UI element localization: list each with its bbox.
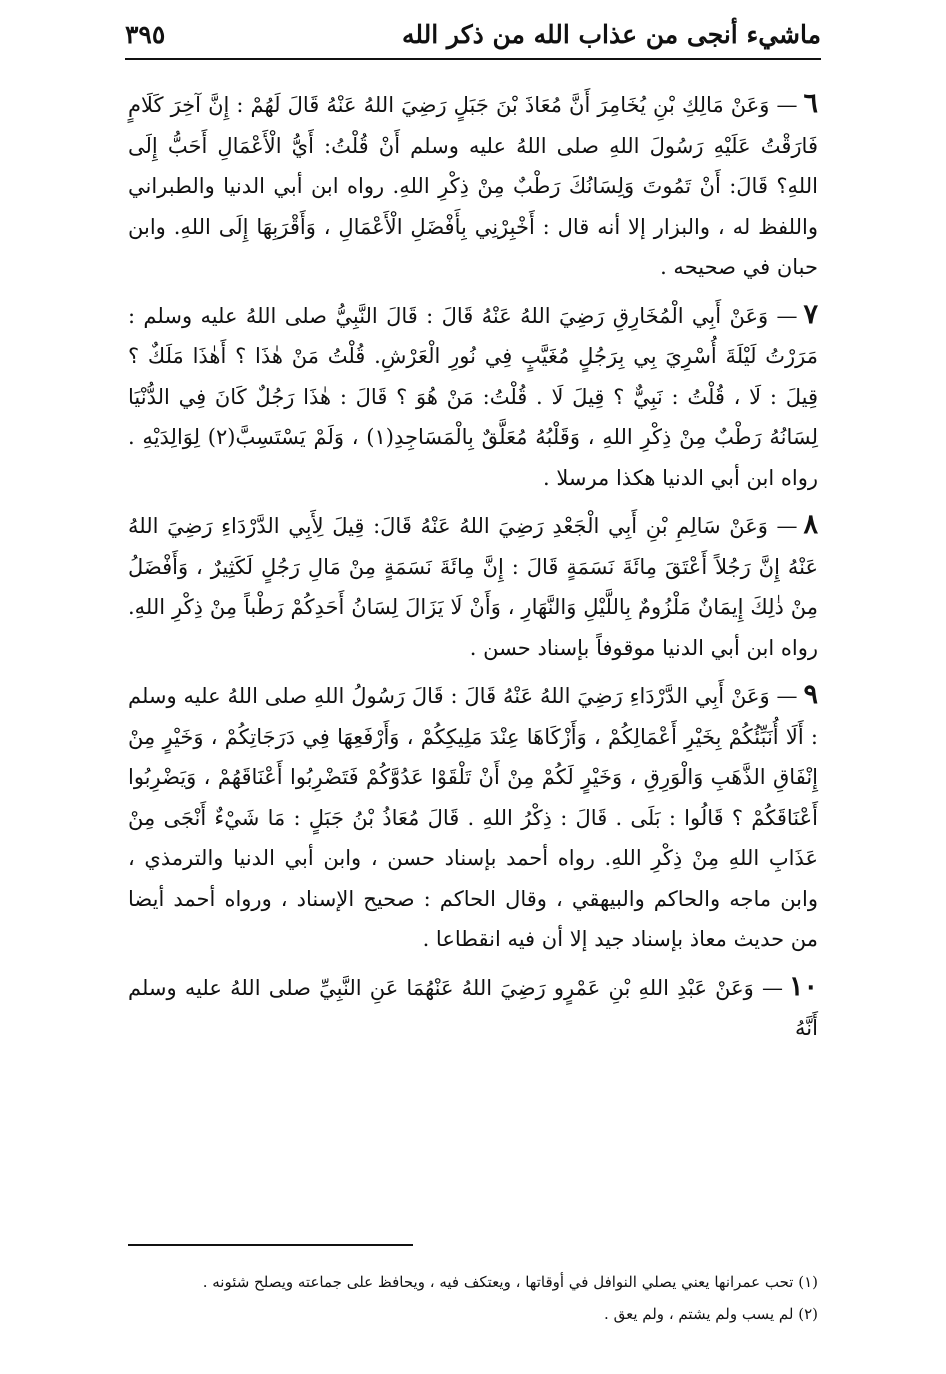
footnote-1 [128,1266,818,1298]
footnote-text: تحب عمرانها يعني يصلي النوافل في أوقاتها ، ويعتكف فيه ، ويحافظ على جماعته ويصلح شئونه . [202,1273,794,1291]
main-text [128,84,818,1056]
hadith-paragraph-6 [128,84,818,288]
hadith-text: — وَعَنْ سَالِمِ بْنِ أَبِي الْجَعْدِ رَضِيَ اللهُ عَنْهُ قَالَ: قِيلَ لِأَبِي الدَّرْدَاءِ رَضِيَ اللهُ عَنْهُ إِنَّ رَجُلاً أَعْتَقَ مِائَةَ نَسَمَةٍ قَالَ : إِنَّ مِائَةَ نَسَمَةٍ مِنْ مَالِ رَجُلٍ لَكَثِيرٌ ، وَأَفْضَلُ مِنْ ذٰلِكَ إِيمَانٌ مَلْزُومٌ بِاللَّيْلِ وَالنَّهَارِ ، وَأَنْ لَا يَزَالَ لِسَانُ أَحَدِكُمْ رَطْباً مِنْ ذِكْرِ اللهِ. رواه ابن أبي الدنيا موقوفاً بإسناد حسن . [128,514,818,660]
hadith-number: ١٠ [788,970,818,1002]
running-header [125,10,821,60]
footnote-marker: (٢) [798,1305,818,1323]
hadith-number: ٧ [803,298,818,330]
hadith-text: — وَعَنْ أَبِي الدَّرْدَاءِ رَضِيَ اللهُ عَنْهُ قَالَ : قَالَ رَسُولُ اللهِ صلى اللهُ عليه وسلم : أَلَا أُنَبِّئُكُمْ بِخَيْرِ أَعْمَالِكُمْ ، وَأَزْكَاهَا عِنْدَ مَلِيكِكُمْ ، وَأَرْفَعِهَا فِي دَرَجَاتِكُمْ ، وَخَيْرٍ مِنْ إِنْفَاقِ الذَّهَبِ وَالْوَرِقِ ، وَخَيْرٍ لَكُمْ مِنْ أَنْ تَلْقَوْا عَدُوَّكُمْ فَتَضْرِبُوا أَعْنَاقَهُمْ ، وَيَضْرِبُوا أَعْنَاقَكُمْ ؟ قَالُوا : بَلَى . قَالَ : ذِكْرُ اللهِ . قَالَ مُعَاذُ بْنُ جَبَلٍ : مَا شَيْءٌ أَنْجَى مِنْ عَذَابِ اللهِ مِنْ ذِكْرِ اللهِ. رواه أحمد بإسناد حسن ، وابن أبي الدنيا والترمذي ، وابن ماجه والحاكم والبيهقي ، وقال الحاكم : صحيح الإسناد ، ورواه أحمد أيضا من حديث معاذ بإسناد جيد إلا أن فيه انقطاعا . [128,684,818,951]
hadith-text: — وَعَنْ مَالِكِ بْنِ يُخَامِرَ أَنَّ مُعَاذَ بْنَ جَبَلٍ رَضِيَ اللهُ عَنْهُ قَالَ لَهُمْ : إِنَّ آخِرَ كَلَامٍ فَارَقْتُ عَلَيْهِ رَسُولَ اللهِ صلى اللهُ عليه وسلم أَنْ قُلْتُ: أَيُّ الْأَعْمَالِ أَحَبُّ إِلَى اللهِ؟ قَالَ: أَنْ تَمُوتَ وَلِسَانُكَ رَطْبٌ مِنْ ذِكْرِ اللهِ. رواه ابن أبي الدنيا والطبراني واللفظ له ، والبزار إلا أنه قال : أَخْبِرْنِي بِأَفْضَلِ الْأَعْمَالِ ، وَأَقْرَبِهَا إِلَى اللهِ. وابن حبان في صحيحه . [128,93,818,279]
hadith-number: ٩ [803,679,818,710]
footnote-text: لم يسب ولم يشتم ، ولم يعق . [604,1305,794,1323]
hadith-number: ٦ [803,88,818,119]
hadith-paragraph-9 [128,675,818,960]
page-number: ٣٩٥ [125,19,166,49]
hadith-paragraph-10 [128,967,818,1049]
hadith-number: ٨ [803,509,818,540]
hadith-text: — وَعَنْ أَبِي الْمُخَارِقِ رَضِيَ اللهُ عَنْهُ قَالَ : قَالَ النَّبِيُّ صلى اللهُ عليه وسلم : مَرَرْتُ لَيْلَةَ أُسْرِيَ بِي بِرَجُلٍ مُغَيَّبٍ فِي نُورِ الْعَرْشِ. قُلْتُ مَنْ هٰذَا ؟ أَهٰذَا مَلَكٌ ؟ قِيلَ : لَا ، قُلْتُ : نَبِيٌّ ؟ قِيلَ لَا . قُلْتُ: مَنْ هُوَ ؟ قَالَ : هٰذَا رَجُلٌ كَانَ فِي الدُّنْيَا لِسَانُهُ رَطْبٌ مِنْ ذِكْرِ اللهِ ، وَقَلْبُهُ مُعَلَّقٌ بِالْمَسَاجِدِ(١) ، وَلَمْ يَسْتَسِبَّ(٢) لِوَالِدَيْهِ . رواه ابن أبي الدنيا هكذا مرسلا . [128,303,818,490]
footnote-marker: (١) [798,1273,818,1291]
footnote-2 [128,1298,818,1330]
hadith-paragraph-7 [128,295,818,499]
footnotes [128,1266,818,1330]
hadith-paragraph-8 [128,505,818,668]
footnote-divider [128,1244,413,1246]
running-header-title: ماشيء أنجى من عذاب الله من ذكر الله [401,19,821,49]
hadith-text: — وَعَنْ عَبْدِ اللهِ بْنِ عَمْرٍو رَضِيَ اللهُ عَنْهُمَا عَنِ النَّبِيِّ صلى اللهُ عليه وسلم أَنَّهُ [128,975,818,1040]
